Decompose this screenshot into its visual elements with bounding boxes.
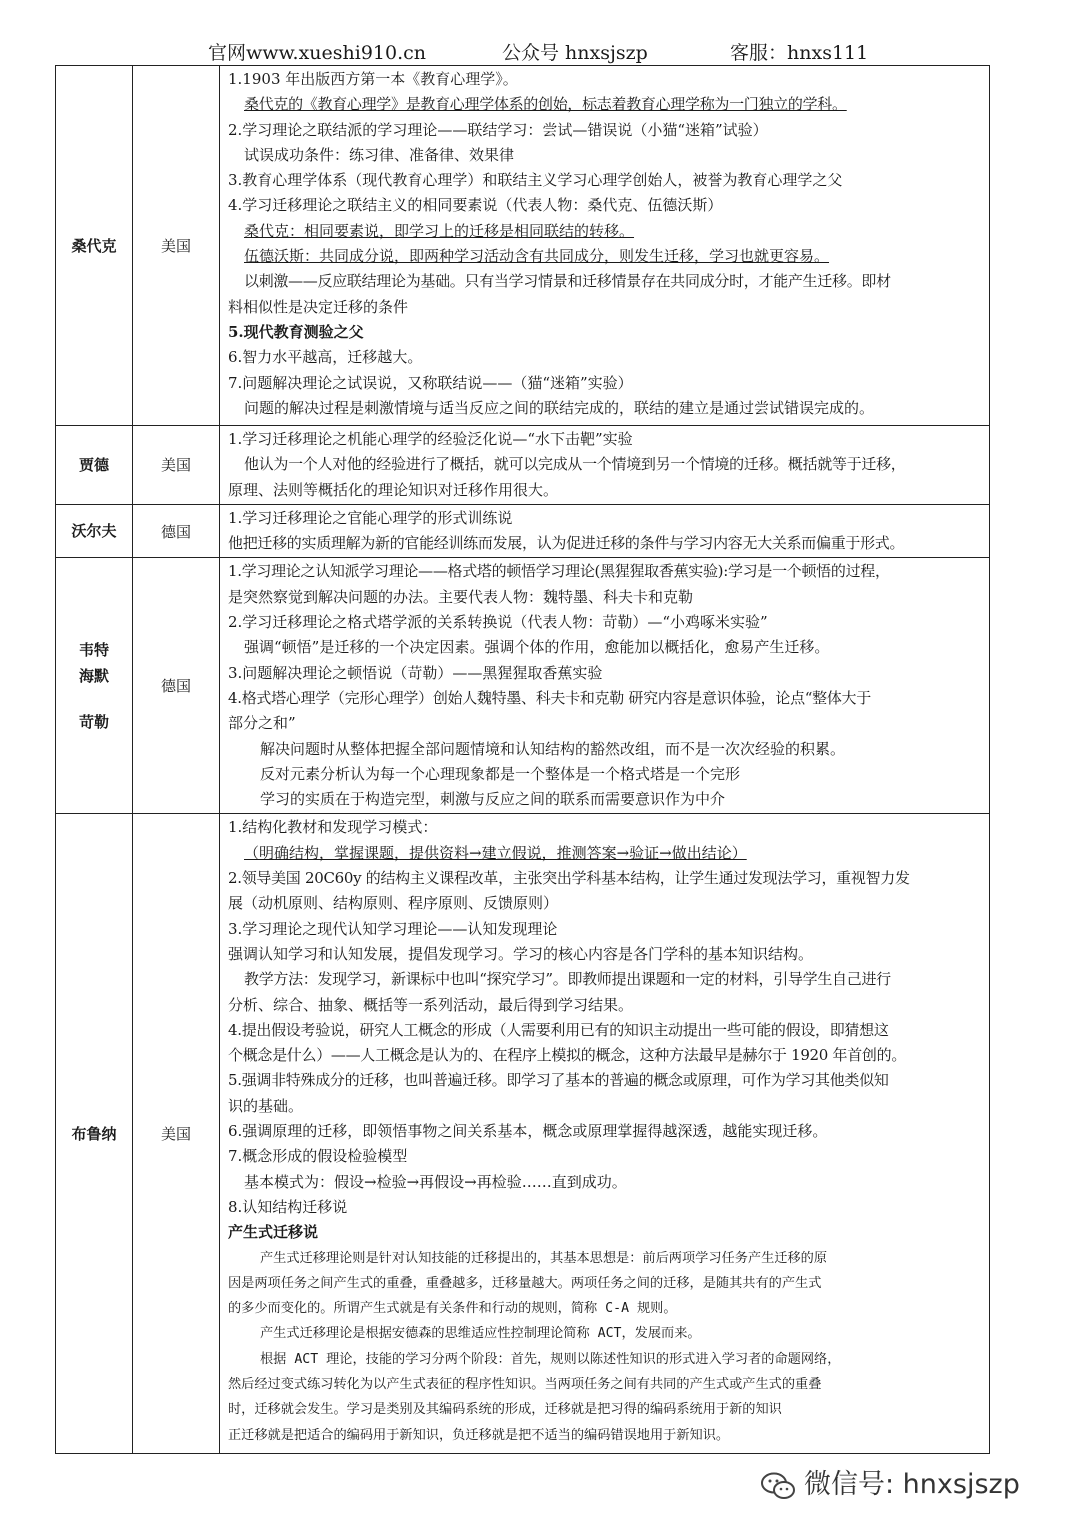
wechat-icon [760,1471,796,1501]
content-line: 分析、综合、抽象、概括等一系列活动，最后得到学习结果。 [228,995,634,1014]
content-line: 8.认知结构迁移说 [228,1197,348,1216]
person-name: 贾德 [56,426,133,505]
content-line: 基本模式为：假设→检验→再假设→再检验……直到成功。 [244,1172,627,1191]
header-official-account: 公众号 hnxsjszp [502,42,648,64]
person-name: 沃尔夫 [56,504,133,558]
header-customer-service: 客服：hnxs111 [730,42,869,64]
table-row [56,426,990,505]
content-line: 原理、法则等概括化的理论知识对迁移作用很大。 [228,480,559,499]
content-line: 产生式迁移理论则是针对认知技能的迁移提出的，其基本思想是：前后两项学习任务产生迁移的原 [260,1250,828,1266]
content-line: 4.格式塔心理学（完形心理学）创始人魏特墨、科夫卡和克勒 研究内容是意识体验，论点“整体大于 [228,688,871,707]
content-line: 教学方法：发现学习，新课标中也叫“探究学习”。即教师提出课题和一定的材料，引导学生自己进行 [244,970,891,989]
content-line: 以刺激——反应联结理论为基础。只有当学习情景和迁移情景存在共同成分时，才能产生迁移。即材 [244,272,891,291]
content-line: 4.提出假设考验说，研究人工概念的形成（人需要利用已有的知识主动提出一些可能的假设，即猜想这 [228,1020,889,1039]
person-name [56,558,133,814]
person-country: 美国 [133,426,220,505]
person-country: 美国 [133,66,220,426]
content-line: 3.学习理论之现代认知学习理论——认知发现理论 [228,919,558,938]
person-content [220,558,990,814]
content-line: 问题的解决过程是刺激情境与适当反应之间的联结完成的，联结的建立是通过尝试错误完成的。 [244,398,875,417]
content-line: 正迁移就是把适合的编码用于新知识，负迁移就是把不适当的编码错误地用于新知识。 [228,1427,730,1443]
person-content [220,66,990,426]
content-line: 6.智力水平越高，迁移越大。 [228,348,423,367]
content-line: 5.现代教育测验之父 [228,322,364,341]
page-header [0,38,1080,68]
content-line: 料相似性是决定迁移的条件 [228,297,409,316]
table-row [56,558,990,814]
wechat-watermark [760,1462,1020,1501]
content-line: 根据 ACT 理论，技能的学习分两个阶段：首先，规则以陈述性知识的形式进入学习者的命题网络， [260,1351,841,1367]
content-line: 强调认知学习和认知发展，提倡发现学习。学习的核心内容是各门学科的基本知识结构。 [228,944,814,963]
person-content [220,426,990,505]
content-line: 的多少而变化的。所谓产生式就是有关条件和行动的规则，简称 C-A 规则。 [228,1301,677,1317]
content-line: 桑代克的《教育心理学》是教育心理学体系的创始，标志着教育心理学称为一门独立的学科。 [244,95,847,114]
person-country: 美国 [133,814,220,1454]
content-line: 解决问题时从整体把握全部问题情境和认知结构的豁然改组，而不是一次次经验的积累。 [260,739,846,758]
content-line: 然后经过变式练习转化为以产生式表征的程序性知识。当两项任务之间有共同的产生式或产生式的重叠 [228,1376,822,1392]
person-name-line: 苛勒 [78,712,109,731]
person-name: 布鲁纳 [56,814,133,1454]
content-line: 强调“顿悟”是迁移的一个决定因素。强调个体的作用，愈能加以概括化，愈易产生迁移。 [244,638,830,657]
content-line: 7.问题解决理论之试误说，又称联结说——（猫“迷箱”实验） [228,373,633,392]
person-country: 德国 [133,558,220,814]
content-line: 学习的实质在于构造完型，刺激与反应之间的联系而需要意识作为中介 [260,790,726,809]
content-line: 1.1903 年出版西方第一本《教育心理学》。 [228,70,518,88]
watermark-label: 微信号: hnxsjszp [804,1469,1020,1500]
person-name: 桑代克 [56,66,133,426]
content-line: 3.问题解决理论之顿悟说（苛勒）——黑猩猩取香蕉实验 [228,663,603,682]
content-line: 时，迁移就会发生。学习是类别及其编码系统的形成，迁移就是把习得的编码系统用于新的知识 [228,1402,782,1418]
content-line: 伍德沃斯：共同成分说，即两种学习活动含有共同成分，则发生迁移，学习也就更容易。 [244,247,830,266]
content-line: 是突然察觉到解决问题的办法。主要代表人物：魏特墨、科夫卡和克勒 [228,587,694,606]
content-line: 5.强调非特殊成分的迁移，也叫普遍迁移。即学习了基本的普遍的概念或原理，可作为学习其他类似知 [228,1071,889,1090]
content-line: 1.结构化教材和发现学习模式： [228,818,438,837]
content-line: 6.强调原理的迁移，即领悟事物之间关系基本，概念或原理掌握得越深透，越能实现迁移。 [228,1122,828,1141]
table-row [56,504,990,558]
content-line: 1.学习迁移理论之机能心理学的经验泛化说—“水下击靶”实验 [228,430,633,448]
content-line: 展（动机原则、结构原则、程序原则、反馈原则） [228,894,559,913]
person-content [220,814,990,1454]
content-line: 2.领导美国 20C60y 的结构主义课程改革，主张突出学科基本结构，让学生通过发现法学习，重视智力发 [228,869,910,888]
content-line: 反对元素分析认为每一个心理现象都是一个整体是一个格式塔是一个完形 [260,764,741,783]
content-line: 1.学习迁移理论之官能心理学的形式训练说 [228,508,513,527]
content-line: 个概念是什么）——人工概念是认为的、在程序上模拟的概念，这种方法最早是赫尔于 1920 年首创的。 [228,1046,907,1065]
person-country: 德国 [133,504,220,558]
content-line: 2.学习理论之联结派的学习理论——联结学习：尝试—错误说（小猫“迷箱”试验） [228,120,768,139]
content-line: 他把迁移的实质理解为新的官能经训练而发展，认为促进迁移的条件与学习内容无大关系而偏重于形式。 [228,534,905,553]
content-line: 部分之和” [228,714,296,733]
header-website[interactable]: 官网www.xueshi910.cn [208,42,427,64]
content-line: 2.学习迁移理论之格式塔学派的关系转换说（代表人物：苛勒）—“小鸡啄米实验” [228,613,768,632]
content-line: 识的基础。 [228,1096,304,1115]
content-line: 因是两项任务之间产生式的重叠，重叠越多，迁移量越大。两项任务之间的迁移，是随其共有的产生式 [228,1275,822,1291]
content-line: 4.学习迁移理论之联结主义的相同要素说（代表人物：桑代克、伍德沃斯） [228,196,723,215]
content-line: （明确结构，掌握课题，提供资料→建立假说，推测答案→验证→做出结论） [244,843,747,862]
content-line: 产生式迁移说 [228,1223,319,1242]
person-name-line: 海默 [78,666,109,685]
content-line: 7.概念形成的假设检验模型 [228,1147,408,1166]
person-content [220,504,990,558]
content-line: 试误成功条件：练习律、准备律、效果律 [244,145,515,164]
content-line: 他认为一个人对他的经验进行了概括，就可以完成从一个情境到另一个情境的迁移。概括就等于迁移， [244,455,906,474]
content-line: 产生式迁移理论是根据安德森的思维适应性控制理论简称 ACT，发展而来。 [260,1326,701,1342]
table-row [56,66,990,426]
content-line: 1.学习理论之认知派学习理论——格式塔的顿悟学习理论(黑猩猩取香蕉实验):学习是一个顿悟的过程， [228,562,890,581]
table-row [56,814,990,1454]
content-line: 桑代克：相同要素说，即学习上的迁移是相同联结的转移。 [244,221,635,240]
content-line: 3.教育心理学体系（现代教育心理学）和联结主义学习心理学创始人，被誉为教育心理学之父 [228,171,843,190]
psychologist-table [55,65,990,1454]
person-name-line: 韦特 [78,640,109,659]
